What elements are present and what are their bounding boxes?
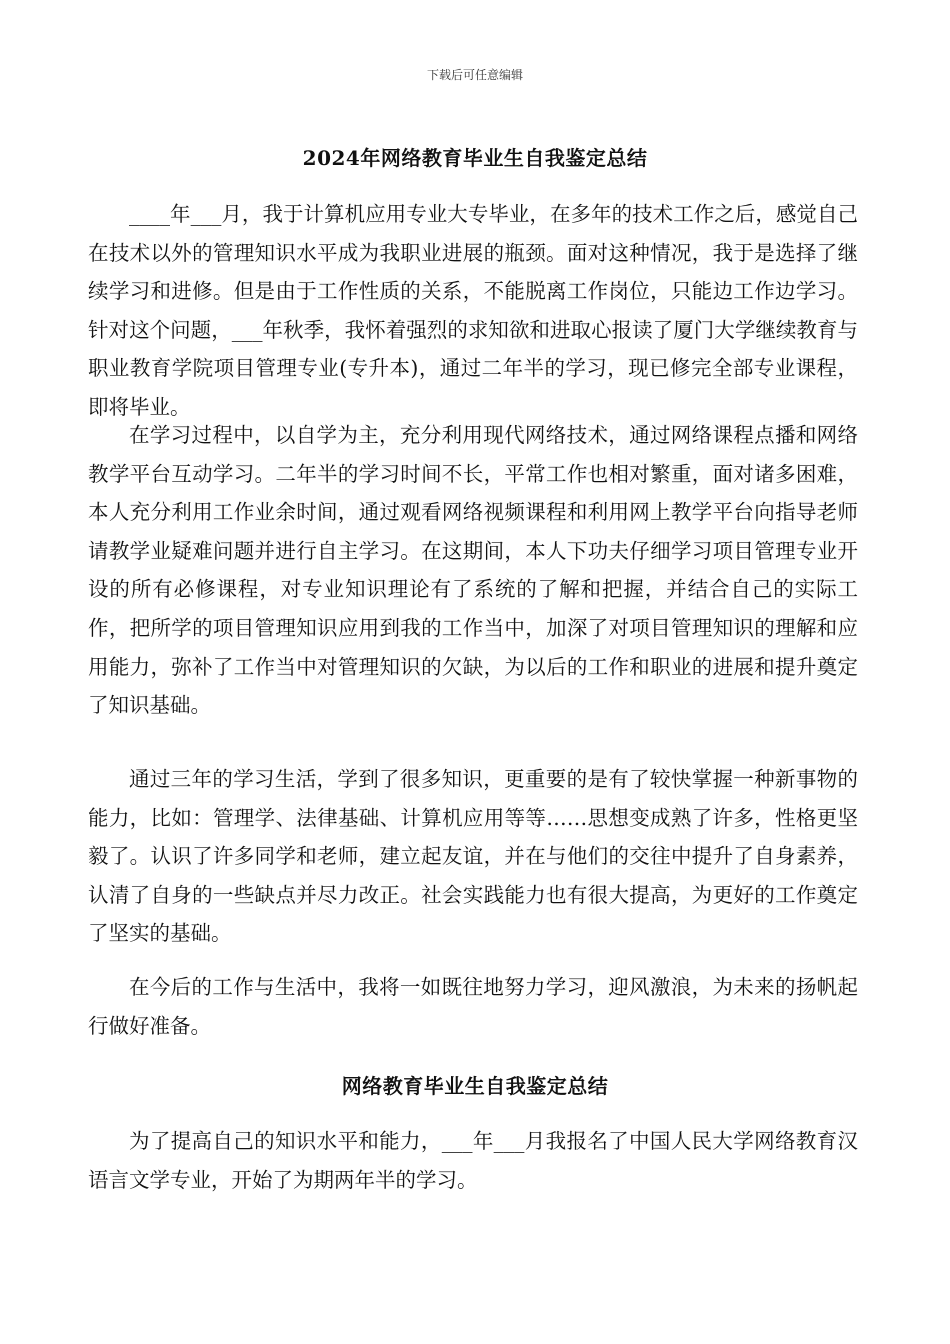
section-1-paragraph-1: ____年___月，我于计算机应用专业大专毕业，在多年的技术工作之后，感觉自己在技术以外的管理知识水平成为我职业进展的瓶颈。面对这种情况，我于是选择了继续学习和进修。但是由于工作性质的关系，不能脱离工作岗位，只能边工作边学习。针对这个问题，___年秋季，我怀着强烈的求知欲和进取心报读了厦门大学继续教育与职业教育学院项目管理专业(专升本)，通过二年半的学习，现已修完全部专业课程，即将毕业。 (88, 202, 858, 419)
header-note: 下载后可任意编辑 (426, 68, 523, 82)
section-2-paragraph-1: 为了提高自己的知识水平和能力，___年___月我报名了中国人民大学网络教育汉语言文学专业，开始了为期两年半的学习。 (88, 1129, 858, 1192)
section-2-title: 网络教育毕业生自我鉴定总结 (341, 1074, 609, 1098)
section-1-paragraph-2: 在学习过程中，以自学为主，充分利用现代网络技术，通过网络课程点播和网络教学平台互动学习。二年半的学习时间不长，平常工作也相对繁重，面对诸多困难，本人充分利用工作业余时间，通过观看网络视频课程和利用网上教学平台向指导老师请教学业疑难问题并进行自主学习。在这期间，本人下功夫仔细学习项目管理专业开设的所有必修课程，对专业知识理论有了系统的了解和把握，并结合自己的实际工作，把所学的项目管理知识应用到我的工作当中，加深了对项目管理知识的理解和应用能力，弥补了工作当中对管理知识的欠缺，为以后的工作和职业的进展和提升奠定了知识基础。 (88, 423, 858, 718)
section-1-title: 2024年网络教育毕业生自我鉴定总结 (302, 146, 648, 170)
section-1-paragraph-4: 在今后的工作与生活中，我将一如既往地努力学习，迎风激浪，为未来的扬帆起行做好准备。 (88, 975, 858, 1038)
section-1-paragraph-3: 通过三年的学习生活，学到了很多知识，更重要的是有了较快掌握一种新事物的能力，比如：管理学、法律基础、计算机应用等等……思想变成熟了许多，性格更坚毅了。认识了许多同学和老师，建立起友谊，并在与他们的交往中提升了自身素养，认清了自身的一些缺点并尽力改正。社会实践能力也有很大提高，为更好的工作奠定了坚实的基础。 (88, 767, 858, 946)
